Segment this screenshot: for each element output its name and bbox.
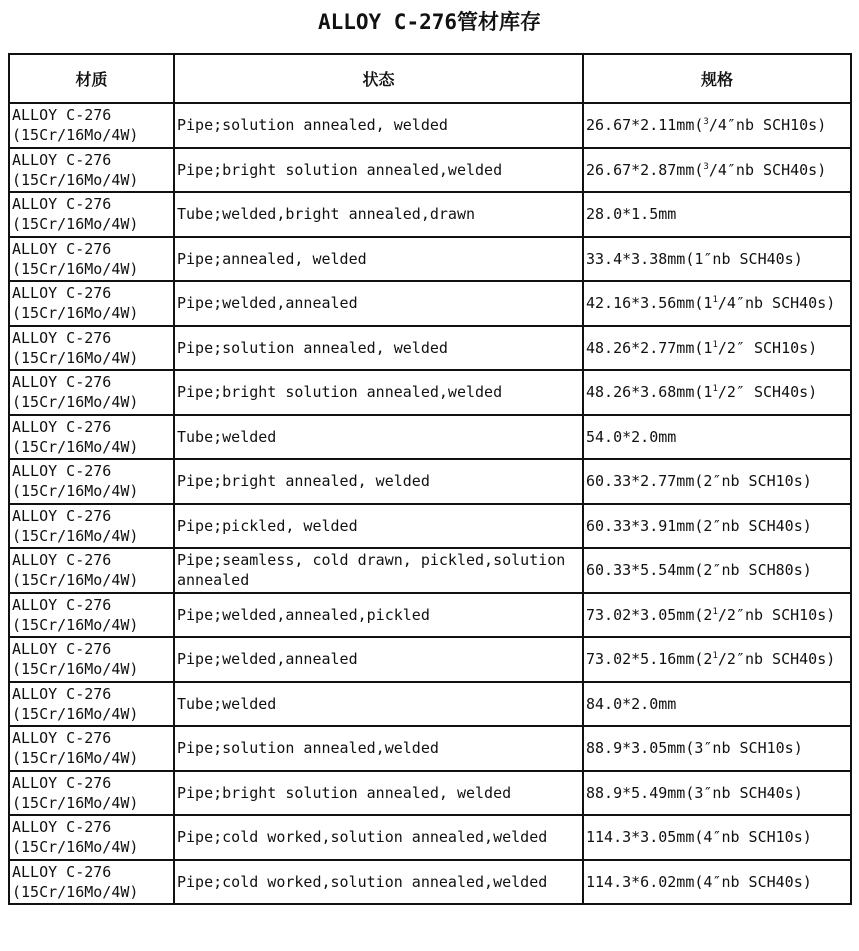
table-row bbox=[9, 192, 851, 237]
state-cell: Pipe;cold worked,solution annealed,welded bbox=[174, 860, 583, 905]
state-cell: Pipe;welded,annealed,pickled bbox=[174, 593, 583, 638]
spec-text: 114.3*6.02mm(4″nb SCH40s) bbox=[586, 872, 812, 891]
material-cell bbox=[9, 637, 174, 682]
table-row bbox=[9, 370, 851, 415]
state-cell: Pipe;bright solution annealed, welded bbox=[174, 771, 583, 816]
material-cell bbox=[9, 771, 174, 816]
material-cell bbox=[9, 860, 174, 905]
table-row bbox=[9, 815, 851, 860]
spec-fraction-numerator: 1 bbox=[712, 295, 718, 306]
material-cell bbox=[9, 370, 174, 415]
material-composition: (15Cr/16Mo/4W) bbox=[12, 304, 139, 323]
material-composition: (15Cr/16Mo/4W) bbox=[12, 571, 139, 590]
spec-text: 88.9*3.05mm(3″nb SCH10s) bbox=[586, 739, 803, 758]
material-name: ALLOY C-276 bbox=[12, 106, 112, 125]
material-name: ALLOY C-276 bbox=[12, 195, 112, 214]
material-name: ALLOY C-276 bbox=[12, 506, 112, 525]
spec-text-suffix: /2″ SCH40s) bbox=[717, 383, 818, 402]
material-cell bbox=[9, 815, 174, 860]
material-cell bbox=[9, 682, 174, 727]
table-row bbox=[9, 637, 851, 682]
material-composition: (15Cr/16Mo/4W) bbox=[12, 348, 139, 367]
spec-fraction-numerator: 1 bbox=[712, 339, 718, 350]
spec-cell bbox=[583, 682, 851, 727]
state-cell: Pipe;solution annealed, welded bbox=[174, 326, 583, 371]
table-row bbox=[9, 148, 851, 193]
spec-text-suffix: /4″nb SCH10s) bbox=[708, 116, 827, 135]
table-row bbox=[9, 548, 851, 593]
spec-text: 73.02*3.05mm(2 bbox=[586, 605, 713, 624]
spec-text: 48.26*2.77mm(1 bbox=[586, 338, 713, 357]
spec-text: 84.0*2.0mm bbox=[586, 694, 677, 713]
state-cell: Pipe;bright solution annealed,welded bbox=[174, 148, 583, 193]
spec-fraction-numerator: 3 bbox=[703, 117, 709, 128]
spec-cell bbox=[583, 548, 851, 593]
material-composition: (15Cr/16Mo/4W) bbox=[12, 660, 139, 679]
material-cell bbox=[9, 148, 174, 193]
spec-text: 26.67*2.11mm( bbox=[586, 116, 704, 135]
table-body bbox=[9, 103, 851, 904]
table-row bbox=[9, 682, 851, 727]
spec-text: 60.33*3.91mm(2″nb SCH40s) bbox=[586, 516, 812, 535]
spec-cell bbox=[583, 237, 851, 282]
spec-text: 60.33*2.77mm(2″nb SCH10s) bbox=[586, 472, 812, 491]
table-row bbox=[9, 281, 851, 326]
table-row bbox=[9, 726, 851, 771]
spec-text: 28.0*1.5mm bbox=[586, 205, 677, 224]
spec-cell bbox=[583, 192, 851, 237]
material-cell bbox=[9, 326, 174, 371]
material-name: ALLOY C-276 bbox=[12, 773, 112, 792]
table-row bbox=[9, 504, 851, 549]
spec-text-suffix: /2″ SCH10s) bbox=[717, 338, 818, 357]
state-cell: Pipe;annealed, welded bbox=[174, 237, 583, 282]
material-composition: (15Cr/16Mo/4W) bbox=[12, 838, 139, 857]
material-name: ALLOY C-276 bbox=[12, 417, 112, 436]
material-composition: (15Cr/16Mo/4W) bbox=[12, 749, 139, 768]
spec-fraction-numerator: 1 bbox=[712, 606, 718, 617]
spec-text: 60.33*5.54mm(2″nb SCH80s) bbox=[586, 561, 812, 580]
material-cell bbox=[9, 593, 174, 638]
spec-text: 73.02*5.16mm(2 bbox=[586, 650, 713, 669]
spec-cell bbox=[583, 726, 851, 771]
header-row bbox=[9, 54, 851, 103]
spec-cell bbox=[583, 281, 851, 326]
header-material: 材质 bbox=[9, 54, 174, 103]
material-name: ALLOY C-276 bbox=[12, 818, 112, 837]
header-spec: 规格 bbox=[583, 54, 851, 103]
spec-text: 114.3*3.05mm(4″nb SCH10s) bbox=[586, 828, 812, 847]
spec-text: 42.16*3.56mm(1 bbox=[586, 294, 713, 313]
table-row bbox=[9, 415, 851, 460]
state-cell: Pipe;welded,annealed bbox=[174, 281, 583, 326]
material-composition: (15Cr/16Mo/4W) bbox=[12, 170, 139, 189]
table-row bbox=[9, 860, 851, 905]
state-cell: Pipe;pickled, welded bbox=[174, 504, 583, 549]
table-row bbox=[9, 103, 851, 148]
material-composition: (15Cr/16Mo/4W) bbox=[12, 437, 139, 456]
material-name: ALLOY C-276 bbox=[12, 328, 112, 347]
state-cell: Pipe;bright solution annealed,welded bbox=[174, 370, 583, 415]
spec-text: 26.67*2.87mm( bbox=[586, 160, 704, 179]
material-name: ALLOY C-276 bbox=[12, 729, 112, 748]
spec-cell bbox=[583, 504, 851, 549]
material-composition: (15Cr/16Mo/4W) bbox=[12, 793, 139, 812]
spec-cell bbox=[583, 326, 851, 371]
material-composition: (15Cr/16Mo/4W) bbox=[12, 215, 139, 234]
header-state: 状态 bbox=[174, 54, 583, 103]
material-name: ALLOY C-276 bbox=[12, 862, 112, 881]
material-name: ALLOY C-276 bbox=[12, 239, 112, 258]
material-composition: (15Cr/16Mo/4W) bbox=[12, 259, 139, 278]
material-composition: (15Cr/16Mo/4W) bbox=[12, 526, 139, 545]
spec-text: 54.0*2.0mm bbox=[586, 427, 677, 446]
material-name: ALLOY C-276 bbox=[12, 462, 112, 481]
page-title: ALLOY C-276管材库存 bbox=[317, 10, 542, 34]
material-cell bbox=[9, 281, 174, 326]
material-name: ALLOY C-276 bbox=[12, 150, 112, 169]
material-composition: (15Cr/16Mo/4W) bbox=[12, 882, 139, 901]
spec-text-suffix: /2″nb SCH10s) bbox=[717, 605, 836, 624]
spec-cell bbox=[583, 103, 851, 148]
spec-text: 48.26*3.68mm(1 bbox=[586, 383, 713, 402]
table-row bbox=[9, 326, 851, 371]
material-composition: (15Cr/16Mo/4W) bbox=[12, 704, 139, 723]
table-row bbox=[9, 771, 851, 816]
material-cell bbox=[9, 726, 174, 771]
material-composition: (15Cr/16Mo/4W) bbox=[12, 482, 139, 501]
material-name: ALLOY C-276 bbox=[12, 284, 112, 303]
material-name: ALLOY C-276 bbox=[12, 640, 112, 659]
material-cell bbox=[9, 504, 174, 549]
spec-text-suffix: /2″nb SCH40s) bbox=[717, 650, 836, 669]
material-composition: (15Cr/16Mo/4W) bbox=[12, 393, 139, 412]
material-name: ALLOY C-276 bbox=[12, 684, 112, 703]
material-cell bbox=[9, 103, 174, 148]
spec-cell bbox=[583, 637, 851, 682]
state-cell: Pipe;welded,annealed bbox=[174, 637, 583, 682]
material-cell bbox=[9, 459, 174, 504]
material-composition: (15Cr/16Mo/4W) bbox=[12, 126, 139, 145]
spec-cell bbox=[583, 593, 851, 638]
material-cell bbox=[9, 237, 174, 282]
table-row bbox=[9, 459, 851, 504]
state-cell: Pipe;solution annealed,welded bbox=[174, 726, 583, 771]
spec-text-suffix: /4″nb SCH40s) bbox=[708, 160, 827, 179]
spec-cell bbox=[583, 860, 851, 905]
spec-fraction-numerator: 3 bbox=[703, 161, 709, 172]
table-row bbox=[9, 593, 851, 638]
spec-fraction-numerator: 1 bbox=[712, 651, 718, 662]
spec-cell bbox=[583, 459, 851, 504]
spec-cell bbox=[583, 148, 851, 193]
table-row bbox=[9, 237, 851, 282]
material-cell bbox=[9, 548, 174, 593]
spec-cell bbox=[583, 771, 851, 816]
state-cell: Pipe;bright annealed, welded bbox=[174, 459, 583, 504]
state-cell: Pipe;cold worked,solution annealed,welded bbox=[174, 815, 583, 860]
inventory-table bbox=[8, 53, 852, 905]
state-cell: Tube;welded bbox=[174, 415, 583, 460]
material-composition: (15Cr/16Mo/4W) bbox=[12, 615, 139, 634]
state-cell: Pipe;seamless, cold drawn, pickled,solution annealed bbox=[174, 548, 583, 593]
state-cell: Tube;welded bbox=[174, 682, 583, 727]
material-name: ALLOY C-276 bbox=[12, 551, 112, 570]
spec-fraction-numerator: 1 bbox=[712, 384, 718, 395]
material-cell bbox=[9, 415, 174, 460]
material-cell bbox=[9, 192, 174, 237]
material-name: ALLOY C-276 bbox=[12, 595, 112, 614]
spec-cell bbox=[583, 370, 851, 415]
spec-text: 33.4*3.38mm(1″nb SCH40s) bbox=[586, 249, 803, 268]
state-cell: Pipe;solution annealed, welded bbox=[174, 103, 583, 148]
spec-text-suffix: /4″nb SCH40s) bbox=[717, 294, 836, 313]
spec-cell bbox=[583, 815, 851, 860]
spec-cell bbox=[583, 415, 851, 460]
spec-text: 88.9*5.49mm(3″nb SCH40s) bbox=[586, 783, 803, 802]
state-cell: Tube;welded,bright annealed,drawn bbox=[174, 192, 583, 237]
material-name: ALLOY C-276 bbox=[12, 373, 112, 392]
